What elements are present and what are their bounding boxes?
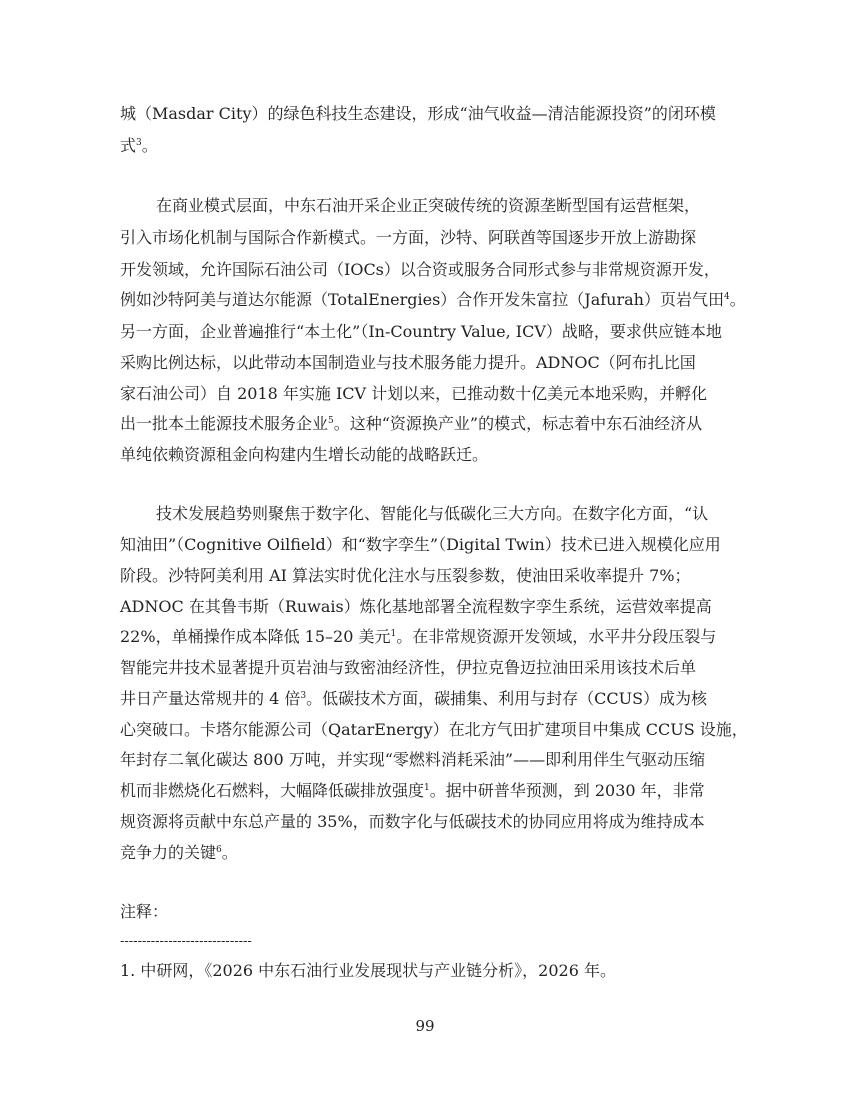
text-line: 年封存二氧化碳达 800 万吨，并实现“零燃料消耗采油”——即利用伴生气驱动压缩 [120, 750, 706, 769]
text-line: 井日产量达常规井的 4 倍$^3$。低碳技术方面，碳捕集、利用与封存（CCUS）成为核 [120, 689, 708, 708]
notes-divider: ------------------------------ [120, 934, 252, 949]
text-line: 规资源将贡献中东总产量的 35%，而数字化与低碳技术的协同应用将成为维持成本 [120, 812, 705, 831]
text-line: 阶段。沙特阿美利用 AI 算法实时优化注水与压裂参数，使油田采收率提升 7%； [120, 566, 691, 585]
note-item: 1. 中研网，《2026 中东石油行业发展现状与产业链分析》，2026 年。 [120, 961, 616, 980]
footnote-ref: 3 [300, 691, 307, 701]
text-line: 另一方面，企业普遍推行“本土化”（In-Country Value, ICV）战略，要求供应链本地 [120, 322, 722, 341]
text-line: 知油田”（Cognitive Oilfield）和“数字孪生”（Digital Twin）技术已进入规模化应用 [120, 535, 721, 554]
text-line: 心突破口。卡塔尔能源公司（QatarEnergy）在北方气田扩建项目中集成 CCUS 设施， [120, 720, 748, 739]
text-line: 机而非燃烧化石燃料，大幅降低碳排放强度$^1$。据中研普华预测，到 2030 年，非常 [120, 781, 705, 800]
text-line: 竞争力的关键$^6$。 [120, 843, 238, 862]
text-line: 在商业模式层面，中东石油开采企业正突破传统的资源垄断型国有运营框架， [156, 196, 701, 215]
text-line: 智能完井技术显著提升页岩油与致密油经济性，伊拉克鲁迈拉油田采用该技术后单 [120, 658, 697, 677]
text-line: 引入市场化机制与国际合作新模式。一方面，沙特、阿联酋等国逐步开放上游勘探 [120, 228, 697, 247]
text-line: 城（Masdar City）的绿色科技生态建设，形成“油气收益—清洁能源投资”的闭环模 [120, 104, 716, 123]
footnote-ref: 3 [136, 138, 142, 148]
text-line: 采购比例达标，以此带动本国制造业与技术服务能力提升。ADNOC（阿布扎比国 [120, 353, 696, 372]
notes-heading: 注释： [120, 902, 169, 921]
footnote-ref: 5 [328, 416, 334, 426]
text-line: 式$^3$。 [120, 136, 158, 155]
page-number: 99 [415, 1017, 435, 1035]
text-line: 例如沙特阿美与道达尔能源（TotalEnergies）合作开发朱富拉（Jafurah）页岩气田$^4$。 [120, 290, 746, 309]
text-line: 技术发展趋势则聚焦于数字化、智能化与低碳化三大方向。在数字化方面，“认 [156, 504, 709, 523]
text-line: 单纯依赖资源租金向构建内生增长动能的战略跃迁。 [120, 445, 489, 464]
text-line: 出一批本土能源技术服务企业$^5$。这种“资源换产业”的模式，标志着中东石油经济从 [120, 414, 703, 433]
text-line: 家石油公司）自 2018 年实施 ICV 计划以来，已推动数十亿美元本地采购，并孵化 [120, 384, 708, 403]
footnote-ref: 1 [390, 629, 397, 639]
footnote-ref: 6 [216, 845, 222, 855]
text-line: 开发领域，允许国际石油公司（IOCs）以合资或服务合同形式参与非常规资源开发， [120, 260, 720, 279]
footnote-ref: 4 [723, 292, 730, 302]
text-line: ADNOC 在其鲁韦斯（Ruwais）炼化基地部署全流程数字孪生系统，运营效率提高 [120, 597, 712, 616]
text-line: 22%，单桶操作成本降低 15–20 美元$^1$。在非常规资源开发领域，水平井分段压裂与 [120, 627, 717, 646]
footnote-ref: 1 [424, 783, 430, 793]
